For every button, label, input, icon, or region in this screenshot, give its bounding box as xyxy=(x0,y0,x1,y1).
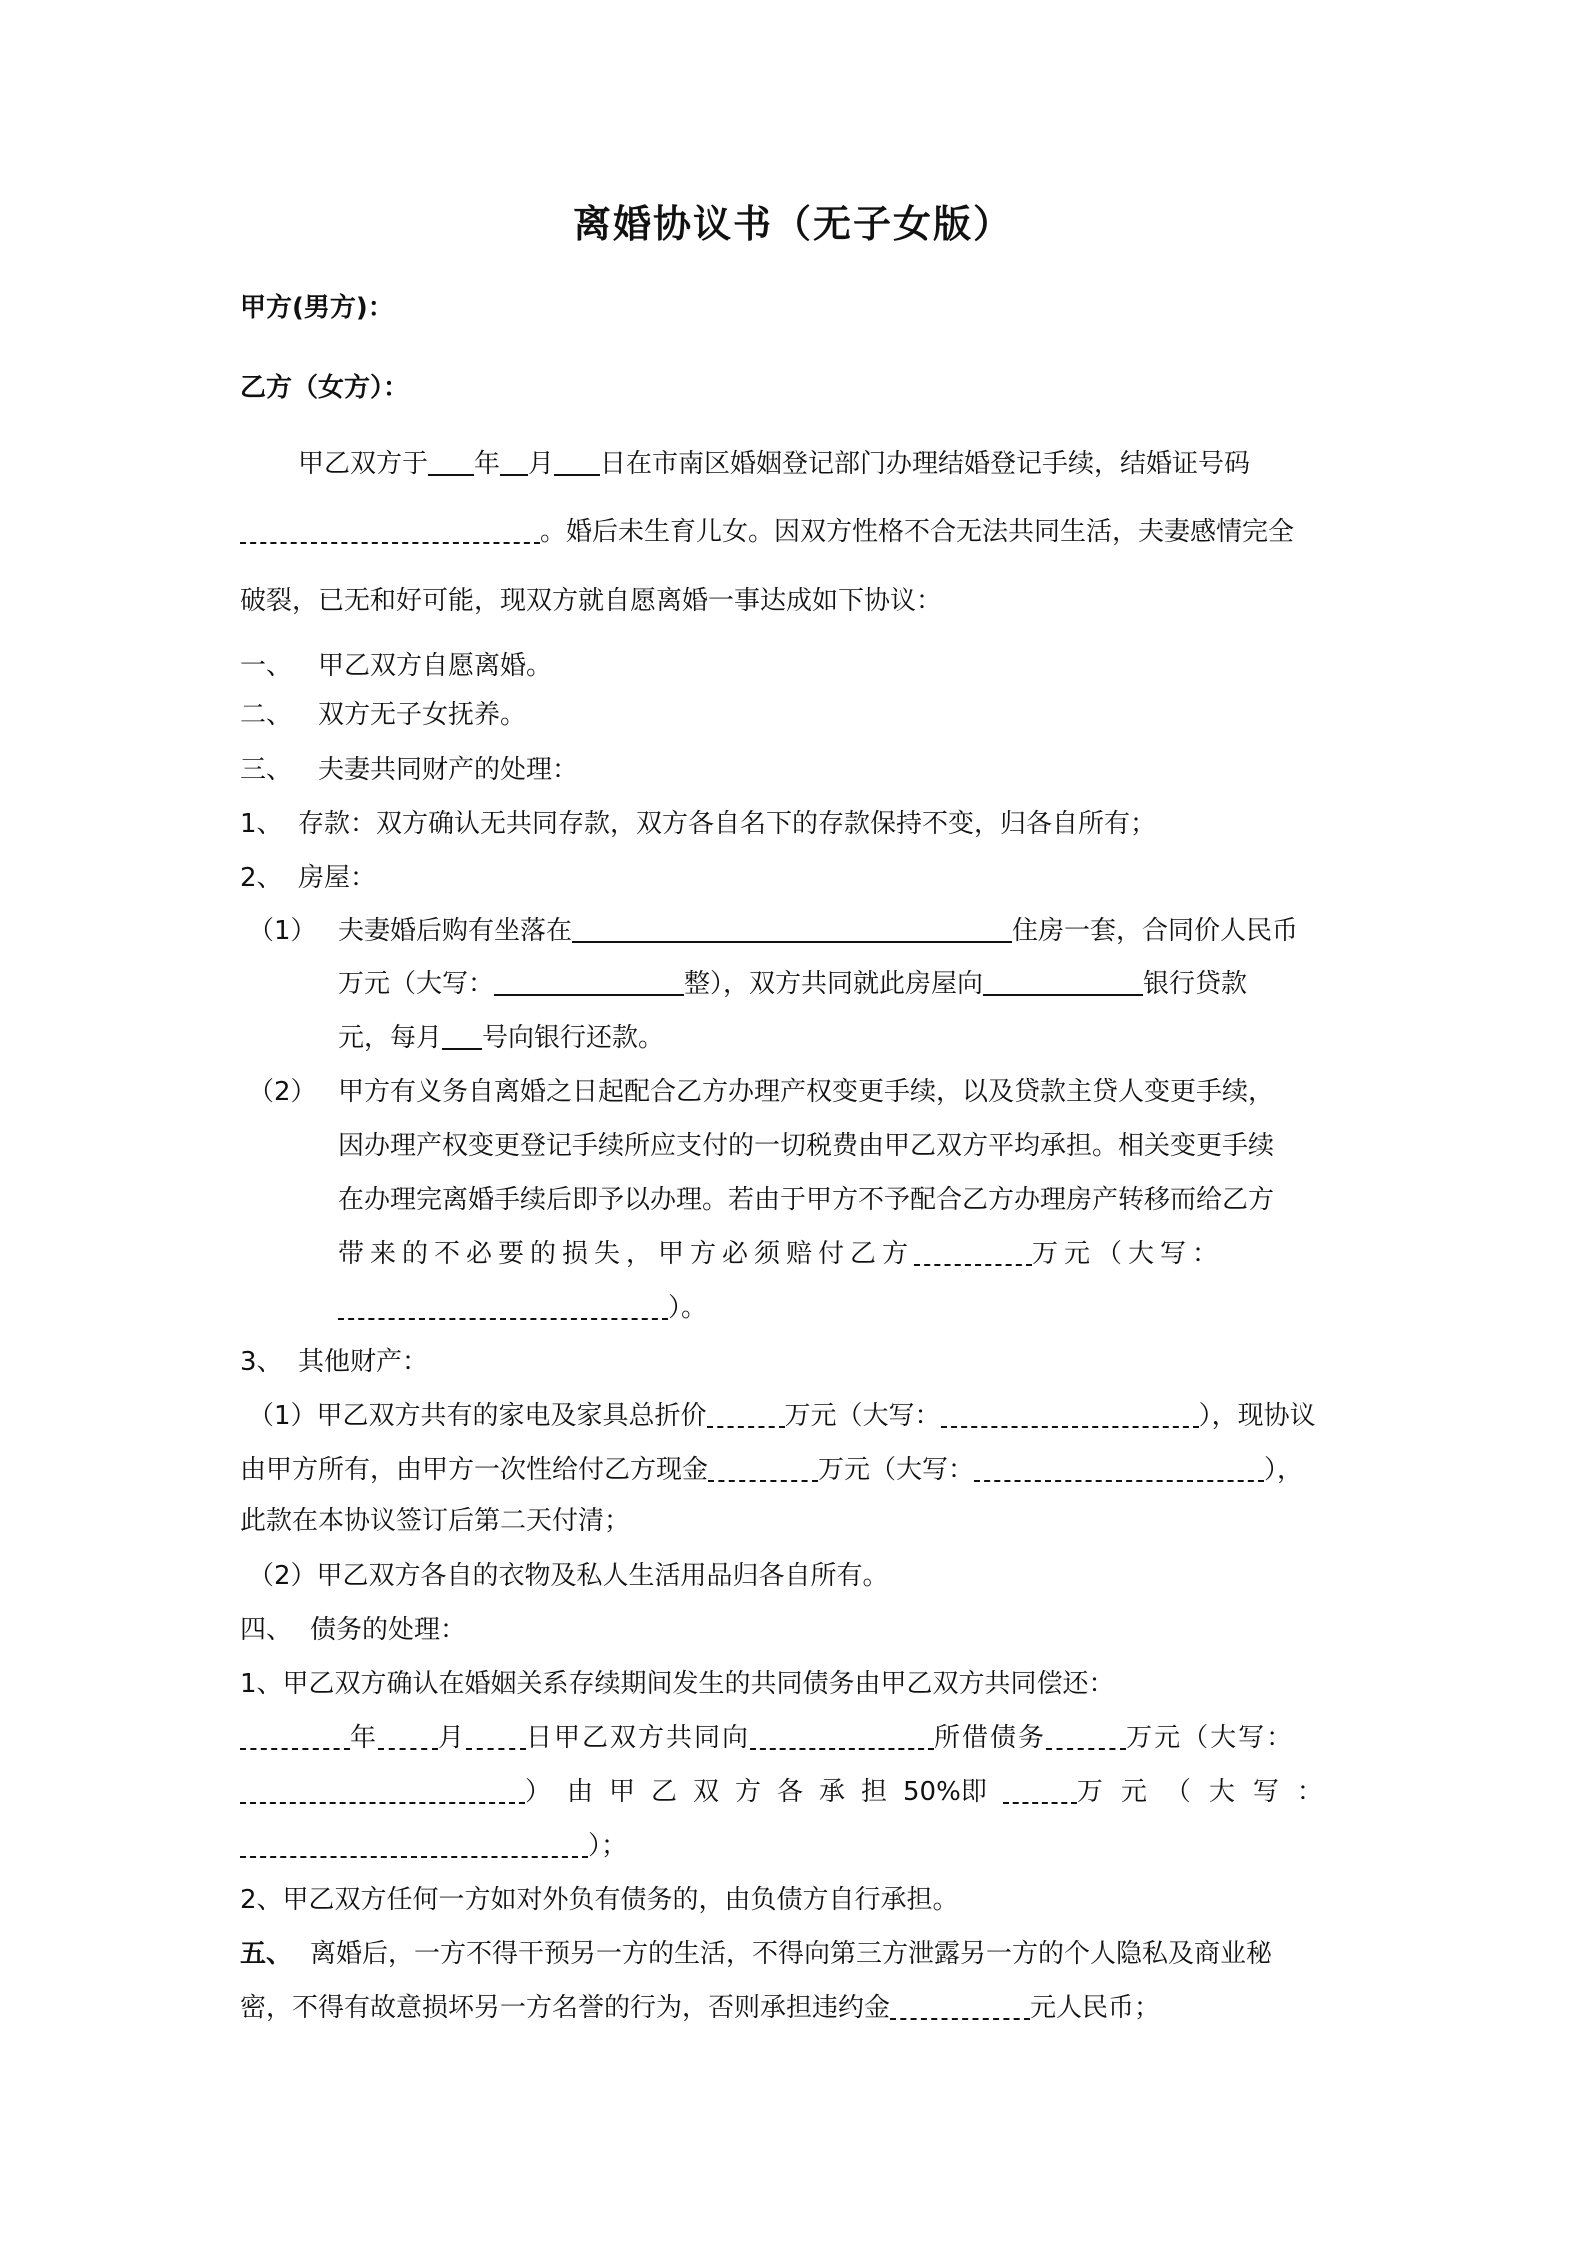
section-number: 四、 xyxy=(240,1615,293,1645)
blank-furniture-value xyxy=(707,1400,785,1428)
section-number: 五、 xyxy=(240,1939,293,1969)
party-b-label: 乙方（女方）： xyxy=(240,373,410,403)
clause-text: 元，每月 xyxy=(338,1023,443,1053)
blank-debt-words xyxy=(240,1776,525,1804)
debt-clause-1-line-3 xyxy=(240,1774,1341,1810)
intro-line-1 xyxy=(298,446,1250,482)
intro-text: 。婚后未生育儿女。因双方性格不合无法共同生活，夫妻感情完全 xyxy=(540,517,1295,547)
house-clause-1-line-1 xyxy=(338,913,1298,949)
blank-debt-day xyxy=(466,1722,526,1750)
clause-text: ）； xyxy=(588,1831,628,1861)
blank-penalty xyxy=(890,1992,1030,2020)
clause-text: 月 xyxy=(438,1723,467,1753)
blank-year xyxy=(428,448,474,476)
house-clause-2-line-4 xyxy=(338,1236,1224,1272)
house-clause-2-line-3: 在办理完离婚手续后即予以办理。若由于甲方不予配合乙方办理房产转移而给乙方 xyxy=(338,1185,1275,1215)
item-text: 房屋： xyxy=(298,863,377,893)
house-clause-2-line-5 xyxy=(338,1290,707,1326)
blank-debt-amount xyxy=(1046,1722,1126,1750)
house-clause-2-num: （2） xyxy=(248,1077,317,1107)
party-a-label: 甲方(男方)： xyxy=(240,293,394,323)
clause-text: 万元（大写： xyxy=(1032,1239,1225,1269)
clause-text: ）由甲乙双方各承担 xyxy=(525,1777,904,1807)
clause-text: ）， xyxy=(1264,1455,1304,1485)
other-clause-1-line-3: 此款在本协议签订后第二天付清； xyxy=(240,1506,631,1536)
blank-compensation xyxy=(914,1238,1032,1266)
clause-text: ），现协议 xyxy=(1198,1401,1316,1431)
blank-month xyxy=(500,448,528,476)
blank-furniture-words xyxy=(941,1400,1199,1428)
section-1 xyxy=(240,648,552,684)
debt-clause-1: 1、甲乙双方确认在婚姻关系存续期间发生的共同债务由甲乙双方共同偿还： xyxy=(240,1669,1115,1699)
blank-house-location xyxy=(572,915,1012,943)
clause-text: 带来的不必要的损失，甲方必须赔付乙方 xyxy=(338,1239,915,1269)
house-clause-1-line-2 xyxy=(338,966,1247,1002)
intro-line-2 xyxy=(240,514,1294,550)
clause-text: 即 xyxy=(960,1777,1003,1807)
section-4 xyxy=(240,1612,466,1648)
section-text: 债务的处理： xyxy=(310,1615,467,1645)
item-1-deposits xyxy=(240,806,1156,842)
intro-line-3 xyxy=(240,583,942,619)
section-text: 离婚后，一方不得干预另一方的生活，不得向第三方泄露另一方的个人隐私及商业秘 xyxy=(310,1939,1273,1969)
section-5-line-1 xyxy=(240,1936,1272,1972)
blank-share-words xyxy=(240,1830,588,1858)
blank-creditor xyxy=(750,1722,934,1750)
blank-compensation-words xyxy=(338,1292,668,1320)
blank-debt-year xyxy=(240,1722,350,1750)
intro-year-label: 年 xyxy=(474,449,501,479)
other-clause-1-line-1 xyxy=(248,1398,1316,1434)
clause-text: 万元（大写： xyxy=(1076,1777,1341,1807)
item-number: 2、 xyxy=(240,863,283,893)
section-text: 密，不得有故意损坏另一方名誉的行为，否则承担违约金 xyxy=(240,1993,891,2023)
blank-share-amount xyxy=(1003,1776,1077,1804)
item-3-other xyxy=(240,1344,428,1380)
debt-share-percent: 50% xyxy=(903,1777,961,1807)
blank-cash xyxy=(708,1454,818,1482)
section-2 xyxy=(240,697,526,733)
clause-text: 年 xyxy=(350,1723,379,1753)
section-text: 双方无子女抚养。 xyxy=(318,700,527,730)
document-title: 离婚协议书（无子女版） xyxy=(572,202,1013,246)
item-number: 3、 xyxy=(240,1347,283,1377)
clause-text: 万元（大写： xyxy=(818,1455,975,1485)
clause-text: 住房一套，合同价人民币 xyxy=(1012,916,1299,946)
house-clause-2-line-2: 因办理产权变更登记手续所应支付的一切税费由甲乙双方平均承担。相关变更手续 xyxy=(338,1131,1275,1161)
clause-text: 万元（大写： xyxy=(338,969,495,999)
clause-text: 整），双方共同就此房屋向 xyxy=(684,969,984,999)
clause-text: （1）甲乙双方共有的家电及家具总折价 xyxy=(248,1401,707,1431)
house-clause-1-line-3 xyxy=(338,1020,664,1056)
intro-text: 甲乙双方于 xyxy=(298,449,429,479)
clause-text: 夫妻婚后购有坐落在 xyxy=(338,916,573,946)
clause-text: 号向银行还款。 xyxy=(482,1023,665,1053)
intro-text: 破裂，已无和好可能，现双方就自愿离婚一事达成如下协议： xyxy=(240,586,943,616)
house-clause-2-line-1: 甲方有义务自离婚之日起配合乙方办理产权变更手续，以及贷款主贷人变更手续， xyxy=(338,1077,1275,1107)
section-3 xyxy=(240,752,578,788)
section-text: 甲乙双方自愿离婚。 xyxy=(318,651,553,681)
section-number: 三、 xyxy=(240,755,293,785)
clause-text: 万元（大写： xyxy=(784,1401,941,1431)
blank-bank xyxy=(983,968,1143,996)
debt-clause-1-line-2 xyxy=(240,1720,1294,1756)
clause-text: 日甲乙双方共同向 xyxy=(526,1723,751,1753)
blank-repay-day xyxy=(442,1022,482,1050)
item-text: 存款：双方确认无共同存款，双方各自名下的存款保持不变，归各自所有； xyxy=(298,809,1157,839)
other-clause-2: （2）甲乙双方各自的衣物及私人生活用品归各自所有。 xyxy=(248,1561,889,1591)
section-5-line-2 xyxy=(240,1990,1160,2026)
intro-month-label: 月 xyxy=(528,449,555,479)
blank-cash-words xyxy=(974,1454,1264,1482)
section-number: 一、 xyxy=(240,651,293,681)
blank-price-words xyxy=(494,968,684,996)
debt-clause-1-line-4 xyxy=(240,1828,627,1864)
section-number: 二、 xyxy=(240,700,293,730)
item-text: 其他财产： xyxy=(298,1347,429,1377)
clause-text: 银行贷款 xyxy=(1143,969,1248,999)
other-clause-1-line-2 xyxy=(240,1452,1303,1488)
intro-text: 日在市南区婚姻登记部门办理结婚登记手续，结婚证号码 xyxy=(600,449,1251,479)
clause-text: 所借债务 xyxy=(934,1723,1047,1753)
house-clause-1-num: （1） xyxy=(248,916,317,946)
item-number: 1、 xyxy=(240,809,283,839)
debt-clause-2: 2、甲乙双方任何一方如对外负有债务的，由负债方自行承担。 xyxy=(240,1885,959,1915)
clause-text: 万元（大写： xyxy=(1126,1723,1295,1753)
blank-debt-month xyxy=(378,1722,438,1750)
section-text: 夫妻共同财产的处理： xyxy=(318,755,579,785)
blank-certificate-number xyxy=(240,516,540,544)
clause-text: 由甲方所有，由甲方一次性给付乙方现金 xyxy=(240,1455,709,1485)
clause-text: ）。 xyxy=(668,1293,708,1323)
section-text: 元人民币； xyxy=(1030,1993,1161,2023)
item-2-house xyxy=(240,860,376,896)
blank-day xyxy=(554,448,600,476)
